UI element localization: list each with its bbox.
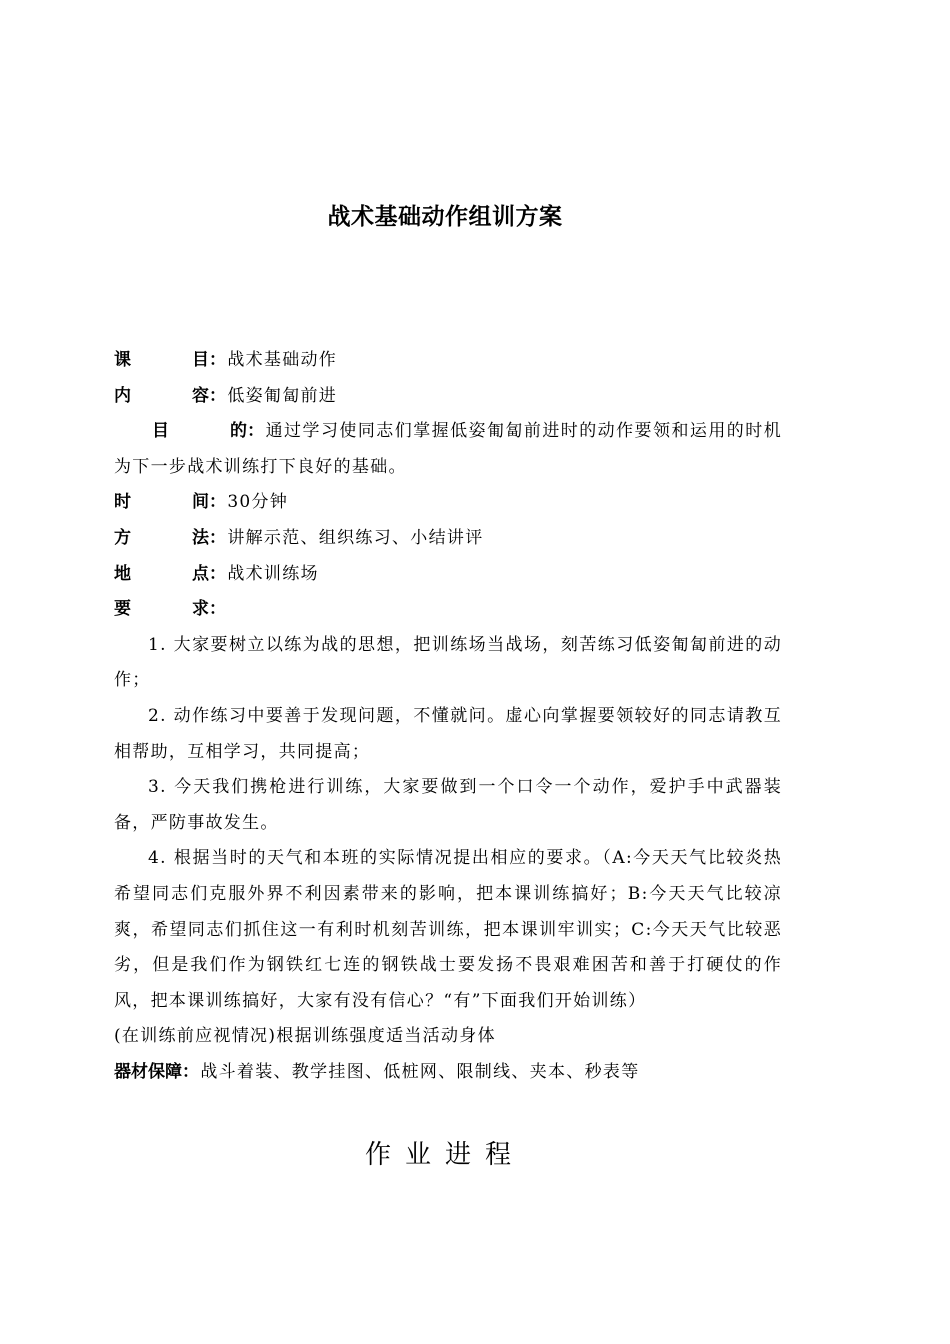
field-purpose-label: 目 的 <box>152 421 247 442</box>
field-content-value: 低姿匍匐前进 <box>227 385 338 406</box>
field-location-colon: ： <box>209 563 228 584</box>
field-method <box>114 521 782 557</box>
field-method-value: 讲解示范、组织练习、小结讲评 <box>227 527 484 548</box>
requirement-item-2: 2. 动作练习中要善于发现问题，不懂就问。虚心向掌握要领较好的同志请教互相帮助，互相学习，共同提高； <box>114 705 782 762</box>
requirement-item-1: 1. 大家要树立以练为战的思想，把训练场当战场，刻苦练习低姿匍匐前进的动作； <box>114 634 782 691</box>
field-content <box>114 379 782 415</box>
field-equipment-colon: ： <box>182 1061 201 1082</box>
document-body <box>114 343 782 1090</box>
field-location-label: 地 点 <box>114 563 209 584</box>
field-requirements <box>114 592 782 628</box>
field-requirements-label: 要 求 <box>114 599 209 620</box>
field-time-label: 时 间 <box>114 492 209 513</box>
field-purpose-value: 通过学习使同志们掌握低姿匍匐前进时的动作要领和运用的时机为下一步战术训练打下良好的基础。 <box>114 421 782 477</box>
warmup-note: (在训练前应视情况)根据训练强度适当活动身体 <box>114 1026 496 1047</box>
field-content-colon: ： <box>209 385 228 406</box>
field-subject <box>114 343 782 379</box>
field-equipment <box>114 1055 782 1091</box>
requirement-item-3: 3. 今天我们携枪进行训练，大家要做到一个口令一个动作，爱护手中武器装备，严防事故发生。 <box>114 777 782 833</box>
field-subject-label: 课 目 <box>114 350 209 370</box>
section-title: 作业进程 <box>364 1140 525 1170</box>
field-location <box>114 557 782 593</box>
field-equipment-value: 战斗着装、教学挂图、低桩网、限制线、夹本、秒表等 <box>200 1061 640 1082</box>
field-subject-value: 战术基础动作 <box>227 350 338 370</box>
field-content-label: 内 容 <box>114 385 209 406</box>
field-purpose-colon: ： <box>247 421 266 442</box>
field-location-value: 战术训练场 <box>227 563 319 584</box>
requirement-item-4: 4. 根据当时的天气和本班的实际情况提出相应的要求。（A:今天天气比较炎热希望同志们克服外界不利因素带来的影响，把本课训练搞好；B:今天天气比较凉爽，希望同志们抓住这一有利时机刻苦训练，把本课训牢训实；C:今天天气比较恶劣，但是我们作为钢铁红七连的钢铁战士要发扬不畏艰难困苦和善于打硬仗的作风，把本课训练搞好，大家有没有信心？“有”下面我们开始训练） <box>114 848 782 1011</box>
field-method-colon: ： <box>209 527 228 548</box>
field-purpose <box>114 414 782 485</box>
field-time-colon: ： <box>209 492 228 513</box>
document-title: 战术基础动作组训方案 <box>327 204 563 230</box>
field-equipment-label: 器材保障 <box>114 1061 182 1082</box>
field-requirements-colon: ： <box>209 599 228 620</box>
field-subject-colon: ： <box>209 350 228 370</box>
field-time <box>114 485 782 521</box>
field-method-label: 方 法 <box>114 527 209 548</box>
field-time-value: 30分钟 <box>227 492 289 513</box>
